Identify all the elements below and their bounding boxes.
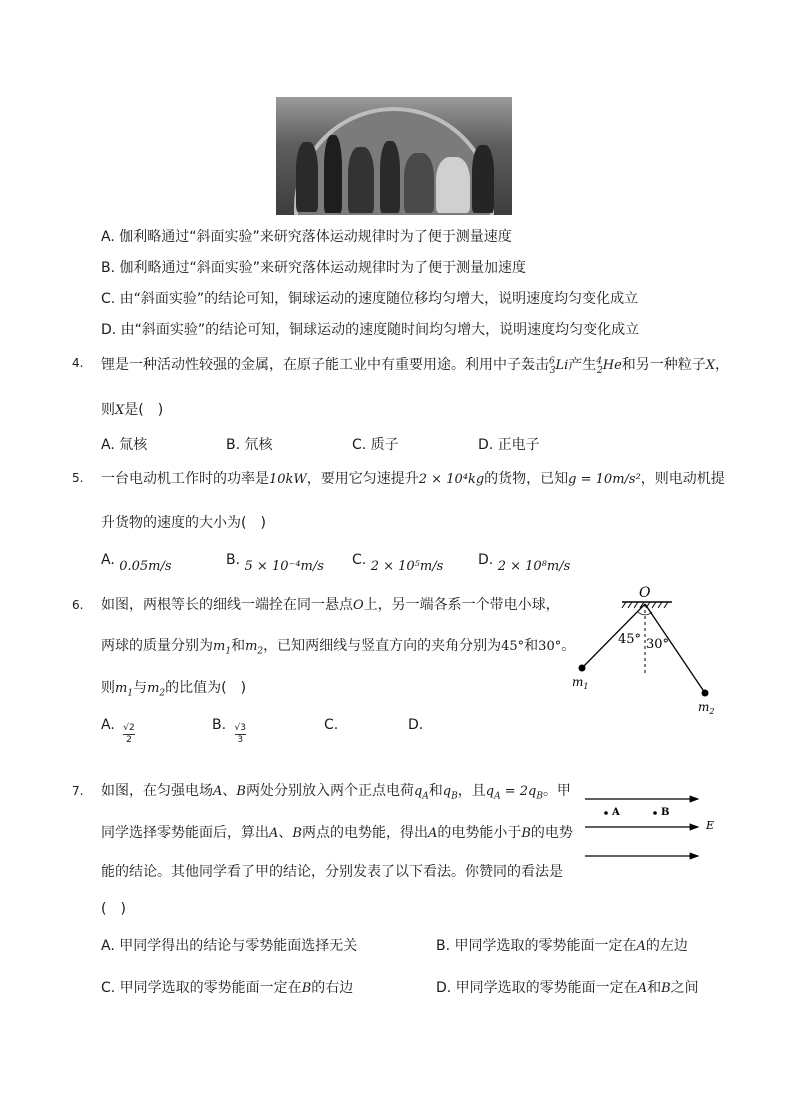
q7-stem-line4: ( ) — [101, 901, 126, 917]
q5-option-a: A. 0.05m/s — [101, 552, 172, 574]
q4-stem-line1: 锂是一种活动性较强的金属，在原子能工业中有重要用途。利用中子轰击$^6_3$Li产生$^4_2$He和另一种粒子X， — [101, 356, 730, 376]
q3-option-a: A. 伽利略通过“斜面实验”来研究落体运动规律时为了便于测量速度 — [101, 229, 512, 245]
angle-45-label: 45° — [618, 632, 642, 647]
q3-option-c: C. 由“斜面实验”的结论可知，铜球运动的速度随位移均匀增大，说明速度均匀变化成立 — [101, 291, 639, 307]
q4-option-d: D. 正电子 — [478, 437, 540, 453]
q7-stem-line1: 如图，在匀强电场A、B两处分别放入两个正点电荷$q_A$和$q_B$，且$q_A = 2q_B$。甲 — [101, 783, 571, 802]
q6-pendulum-diagram — [560, 580, 730, 720]
m2-label: $m_2$ — [698, 700, 715, 716]
q6-option-a: A. $\frac{√2}{2}$ — [101, 717, 135, 745]
q7-option-d: D. 甲同学选取的零势能面一定在A和B之间 — [436, 980, 699, 996]
q5-option-d: D. 2 × 10⁸m/s — [478, 552, 571, 574]
q7-number: 7. — [72, 784, 84, 798]
q6-stem-line1: 如图，两根等长的细线一端拴在同一悬点O上，另一端各系一个带电小球， — [101, 597, 560, 613]
q7-option-a: A. 甲同学得出的结论与零势能面选择无关 — [101, 938, 358, 954]
q4-option-b: B. 氘核 — [226, 437, 273, 453]
ball-m1 — [579, 665, 586, 672]
angle-30-label: 30° — [646, 637, 670, 652]
q3-option-d: D. 由“斜面实验”的结论可知，铜球运动的速度随时间均匀增大，说明速度均匀变化成立 — [101, 322, 640, 338]
point-o-label: O — [639, 585, 651, 601]
q7-stem-line2: 同学选择零势能面后，算出A、B两点的电势能，得出A的电势能小于B的电势 — [101, 825, 573, 841]
ball-m2 — [702, 690, 709, 697]
q7-option-c: C. 甲同学选取的零势能面一定在B的右边 — [101, 980, 354, 996]
q6-option-c: C. — [324, 717, 339, 733]
q6-stem-line2: 两球的质量分别为$m_1$和$m_2$，已知两细线与竖直方向的夹角分别为45°和30°。 — [101, 638, 576, 657]
q4-number: 4. — [72, 356, 84, 370]
q5-stem-line2: 升货物的速度的大小为( ) — [101, 515, 266, 531]
q4-stem-line2: 则X是( ) — [101, 402, 164, 418]
q7-stem-line3: 能的结论。其他同学看了甲的结论，分别发表了以下看法。你赞同的看法是 — [101, 864, 563, 880]
q7-option-b: B. 甲同学选取的零势能面一定在A的左边 — [436, 938, 688, 954]
q6-option-d: D. — [408, 717, 424, 733]
q6-number: 6. — [72, 598, 84, 612]
m1-label: $m_1$ — [572, 675, 589, 691]
point-b-label: B — [661, 807, 670, 818]
q5-number: 5. — [72, 471, 84, 485]
point-b-dot — [653, 811, 657, 815]
q6-option-b: B. $\frac{√3}{3}$ — [212, 717, 246, 745]
point-a-label: A — [612, 807, 620, 818]
q7-electric-field-diagram — [580, 785, 730, 870]
q5-option-b: B. 5 × 10⁻⁴m/s — [226, 552, 324, 574]
q4-option-c: C. 质子 — [352, 437, 399, 453]
q5-stem-line1: 一台电动机工作时的功率是10kW，要用它匀速提升2 × 10⁴kg的货物，已知g = 10m/s²，则电动机提 — [101, 471, 725, 487]
q3-option-b: B. 伽利略通过“斜面实验”来研究落体运动规律时为了便于测量加速度 — [101, 260, 527, 276]
galileo-painting-image — [276, 97, 512, 215]
q6-stem-line3: 则$m_1$与$m_2$的比值为( ) — [101, 680, 247, 699]
point-a-dot — [604, 811, 608, 815]
field-e-label: E — [706, 819, 715, 832]
q5-option-c: C. 2 × 10⁵m/s — [352, 552, 444, 574]
q4-option-a: A. 氚核 — [101, 437, 148, 453]
